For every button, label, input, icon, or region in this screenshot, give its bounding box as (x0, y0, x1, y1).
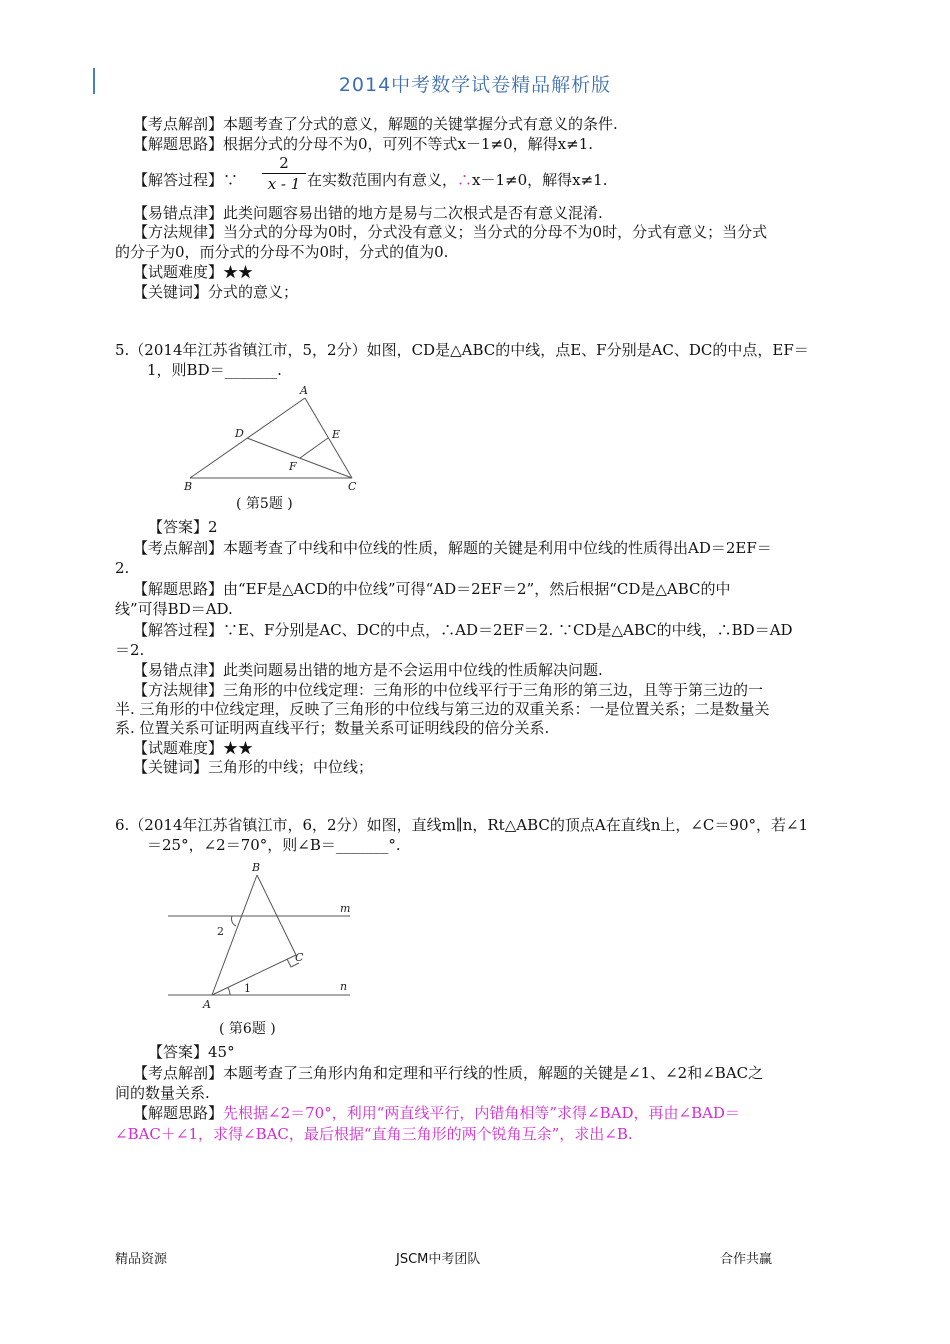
angle-2-arc (231, 916, 236, 926)
label-F: F (289, 460, 297, 473)
label-A: A (300, 384, 308, 397)
q4-silu: 【解题思路】根据分式的分母不为0，可列不等式x－1≠0，解得x≠1. (133, 135, 594, 153)
q6-silu-text1: 先根据∠2＝70°，利用“两直线平行，内错角相等”求得∠BAD，再由∠BAD＝ (223, 1104, 740, 1122)
label-C: C (295, 951, 304, 964)
q5-stem-line1: 5.（2014年江苏省镇江市，5，2分）如图，CD是△ABC的中线，点E、F分别是AC、DC的中点，EF＝ (115, 341, 809, 359)
q5-fangfa-line3: 系. 位置关系可证明两直线平行；数量关系可证明线段的倍分关系. (115, 719, 550, 737)
label-B: B (252, 861, 261, 874)
q4-fangfa-line1: 【方法规律】当分式的分母为0时，分式没有意义；当分式的分母不为0时，分式有意义；当分式 (133, 223, 768, 241)
q5-guocheng-line2: ＝2. (115, 641, 145, 659)
fraction-denominator: x - 1 (267, 175, 301, 193)
q4-guocheng-prefix: 【解答过程】∵ (133, 171, 239, 189)
q5-fangfa-line2: 半. 三角形的中位线定理，反映了三角形的中位线与第三边的双重关系：一是位置关系；二是数量关 (115, 700, 770, 718)
q5-kaodian-line2: 2. (115, 559, 130, 577)
q6-figure (160, 858, 360, 1012)
q4-kaodian: 【考点解剖】本题考查了分式的意义，解题的关键掌握分式有意义的条件. (133, 115, 618, 133)
q6-answer: 【答案】45° (148, 1043, 235, 1061)
q5-guocheng-line1: 【解答过程】∵E、F分别是AC、DC的中点，∴AD＝2EF＝2. ∵CD是△ABC的中线，∴BD＝AD (133, 621, 793, 639)
fraction-numerator: 2 (279, 154, 289, 172)
segment-EF (300, 438, 328, 458)
segment-AC (305, 398, 352, 478)
q4-guocheng-post: x－1≠0，解得x≠1. (472, 171, 608, 189)
q5-nandu: 【试题难度】★★ (133, 739, 254, 757)
q4-fangfa-line2: 的分子为0，而分式的分母不为0时，分式的值为0. (115, 243, 449, 261)
label-A: A (203, 998, 211, 1011)
q5-figure (180, 382, 370, 494)
q4-guocheng-mid: 在实数范围内有意义， (307, 171, 458, 189)
q6-kaodian-line2: 间的数量关系. (115, 1084, 210, 1102)
footer-center: JSCM中考团队 (396, 1252, 481, 1267)
page-title: 2014中考数学试卷精品解析版 (338, 74, 612, 96)
q5-yicuo: 【易错点津】此类问题易出错的地方是不会运用中位线的性质解决问题. (133, 661, 603, 679)
q5-silu-line2: 线”可得BD＝AD. (115, 600, 233, 618)
q4-yicuo: 【易错点津】此类问题容易出错的地方是易与二次根式是否有意义混淆. (133, 204, 603, 222)
q5-fangfa-line1: 【方法规律】三角形的中位线定理：三角形的中位线平行于三角形的第三边，且等于第三边的一 (133, 681, 764, 699)
q5-stem-line2: 1，则BD＝_______. (147, 361, 282, 379)
q4-fraction (262, 154, 306, 193)
label-n: n (340, 980, 348, 993)
footer-right: 合作共赢 (720, 1252, 773, 1267)
q4-nandu: 【试题难度】★★ (133, 263, 254, 281)
q5-silu-line1: 【解题思路】由“EF是△ACD的中位线”可得“AD＝2EF＝2”，然后根据“CD是△ABC的中 (133, 580, 731, 598)
label-B: B (184, 480, 193, 493)
q4-guocheng-body (307, 170, 608, 190)
label-D: D (235, 427, 244, 440)
label-C: C (348, 480, 357, 493)
q6-stem-line1: 6.（2014年江苏省镇江市，6，2分）如图，直线m∥n，Rt△ABC的顶点A在直线n上，∠C＝90°，若∠1 (115, 816, 809, 834)
label-angle-2: 2 (217, 925, 224, 938)
segment-BC (257, 875, 296, 955)
q6-silu-line1 (133, 1103, 740, 1123)
label-E: E (332, 428, 341, 441)
q6-kaodian-line1: 【考点解剖】本题考查了三角形内角和定理和平行线的性质，解题的关键是∠1、∠2和∠BAC之 (133, 1064, 764, 1082)
label-angle-1: 1 (244, 982, 251, 995)
q4-guanjian: 【关键词】分式的意义； (133, 283, 299, 301)
angle-1-arc (228, 988, 230, 995)
fraction-bar (262, 173, 306, 174)
q6-stem-line2: ＝25°，∠2＝70°，则∠B＝_______°. (147, 836, 401, 854)
q6-silu-line2: ∠BAC＋∠1，求得∠BAC，最后根据“直角三角形的两个锐角互余”，求出∠B. (115, 1125, 633, 1143)
q5-guanjian: 【关键词】三角形的中线；中位线； (133, 758, 374, 776)
label-m: m (340, 902, 351, 915)
q5-kaodian-line1: 【考点解剖】本题考查了中线和中位线的性质，解题的关键是利用中位线的性质得出AD＝2EF＝ (133, 539, 772, 557)
segment-DC (247, 438, 352, 478)
therefore-symbol: ∴ (457, 171, 473, 189)
q6-silu-label: 【解题思路】 (133, 1104, 224, 1122)
q6-caption: ( 第6题 ) (219, 1021, 276, 1037)
q5-caption: ( 第5题 ) (236, 496, 293, 512)
footer-left: 精品资源 (115, 1252, 168, 1267)
q5-answer: 【答案】2 (148, 518, 218, 536)
